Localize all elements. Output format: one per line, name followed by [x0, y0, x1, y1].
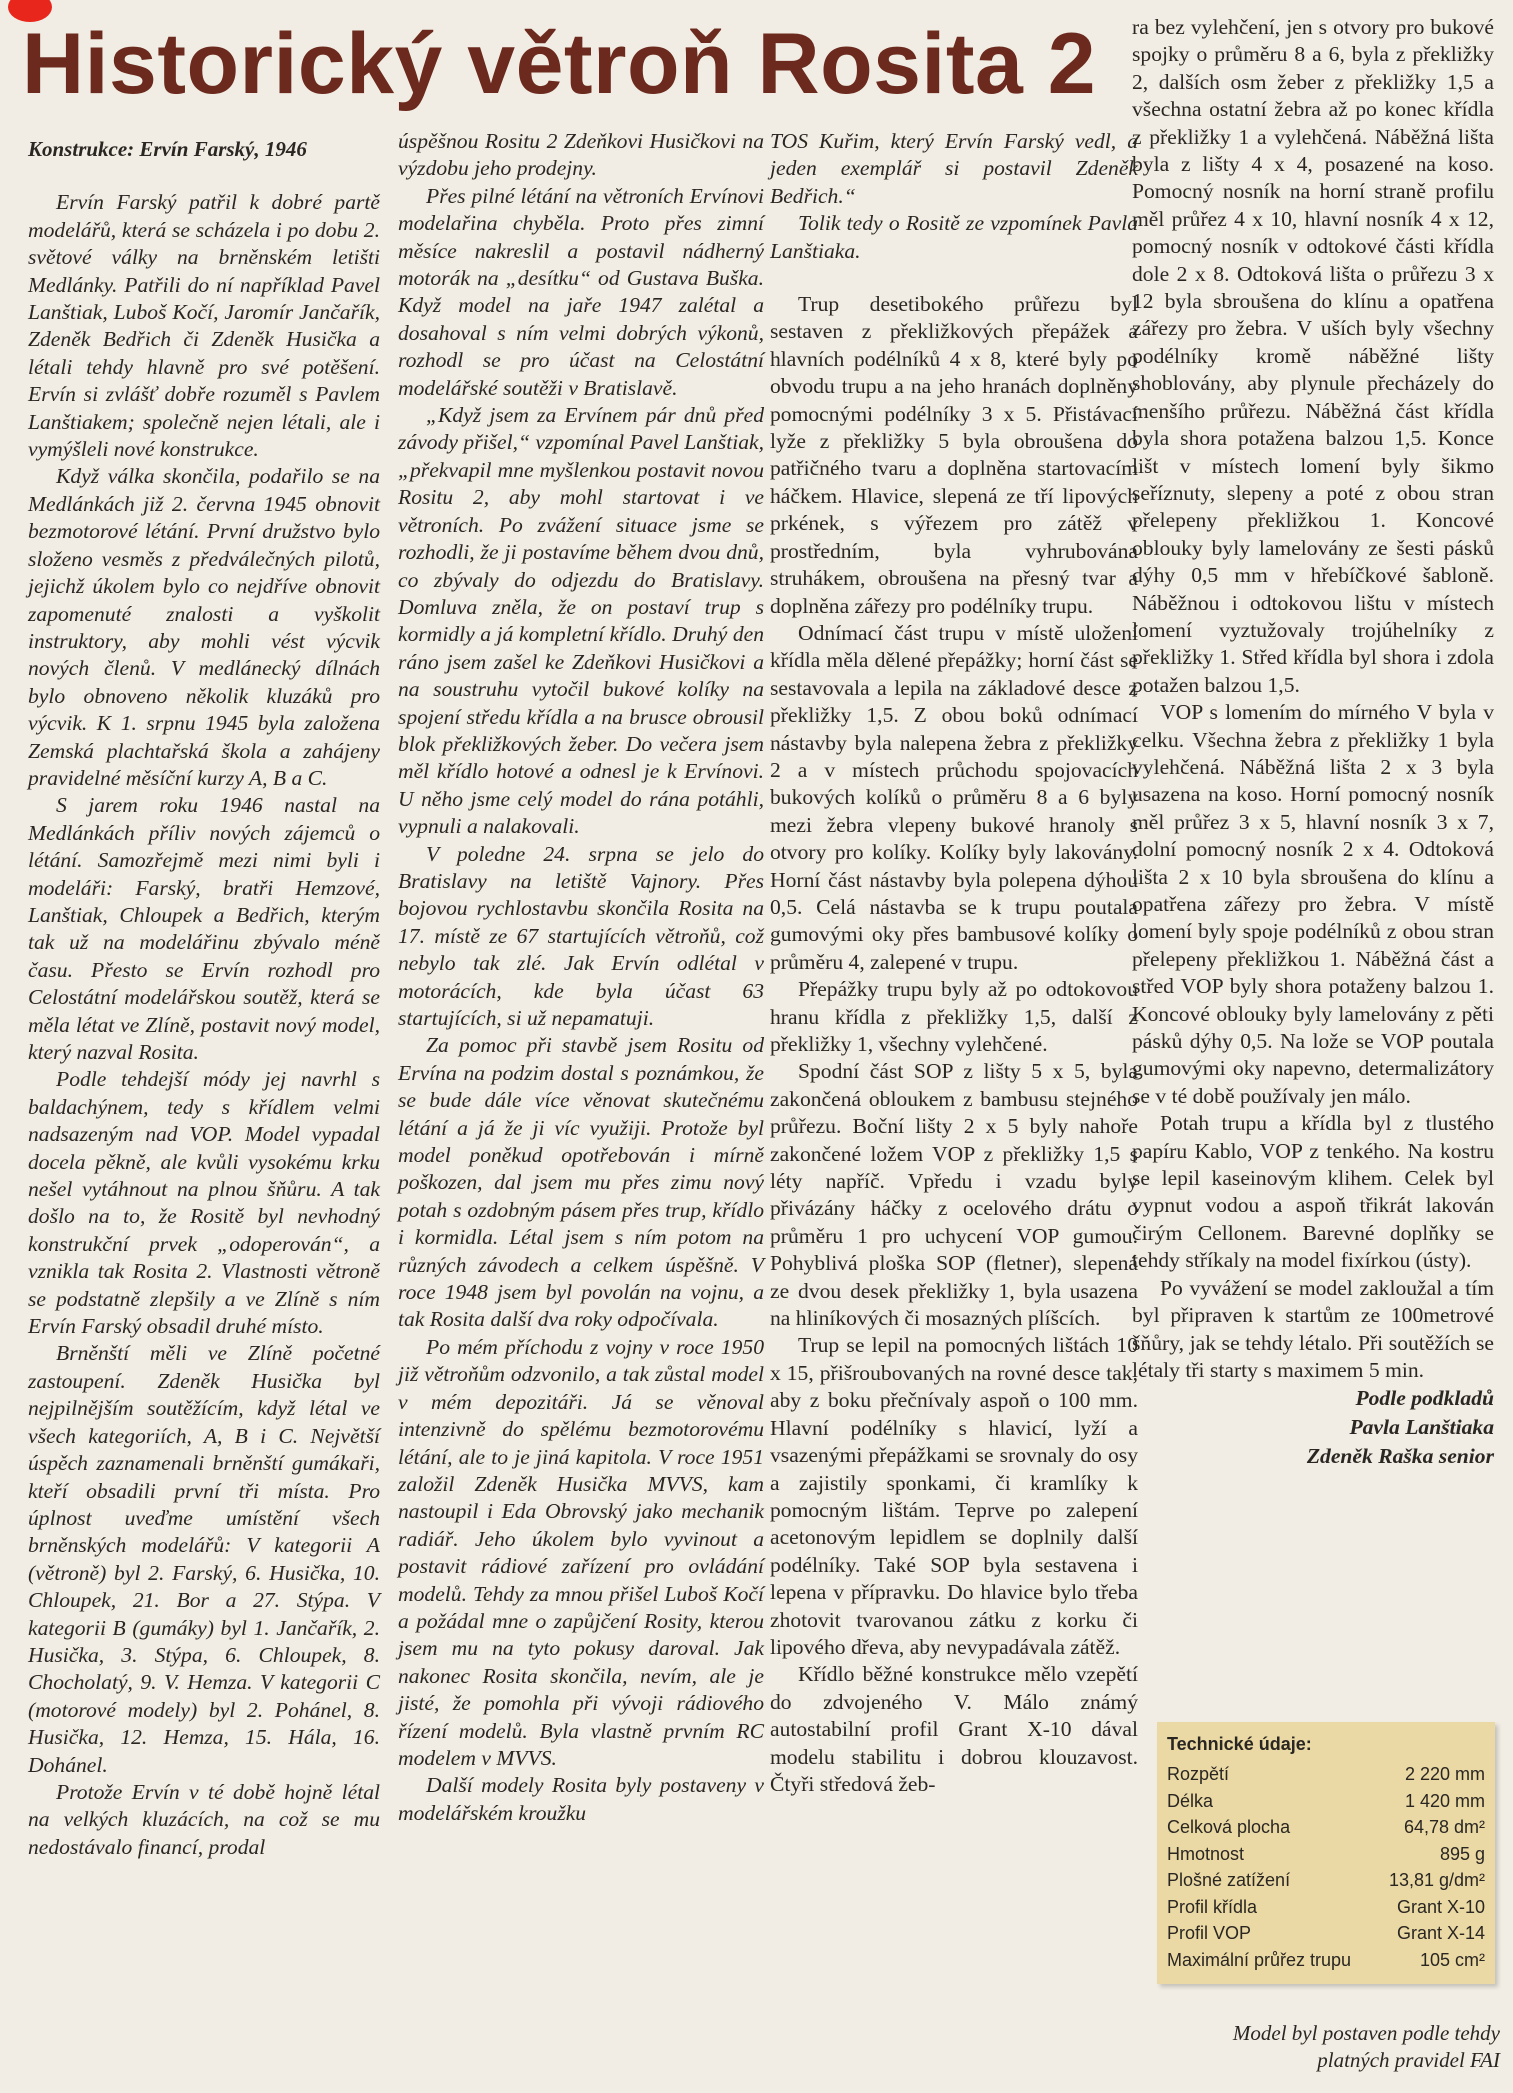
tech-row — [1167, 1788, 1485, 1815]
paragraph: Po mém příchodu z vojny v roce 1950 již větroňům odzvonilo, a tak zůstal model v mém depozitáři. Já se věnoval intenzivně do spělému bezmotorovému létání, ale to je jiná kapitola. V roce 1951 založil Zdeněk Husička MVVS, kam nastoupil i Eda Obrovský jako mechanik radiář. Jeho úkolem bylo vyvinout a postavit rádiové zařízení pro ovládání modelů. Tehdy za mnou přišel Luboš Kočí a požádal mne o zapůjčení Rosity, kterou jsem mu na tyto pokusy daroval. Jak nakonec Rosita skončila, nevím, ale je jisté, že pomohla při vývoji rádiového řízení modelů. Byla vlastně prvním RC modelem v MVVS. — [398, 1334, 764, 1770]
paragraph: S jarem roku 1946 nastal na Medlánkách příliv nových zájemců o létání. Samozřejmě mezi nimi byli i modeláři: Farský, bratři Hemzové, Lanštiak, Chloupek a Bedřich, kterým tak už na modelářinu zbývalo méně času. Přesto se Ervín rozhodl pro Celostátní modelářskou soutěž, která se měla létat ve Zlíně, postavit nový model, který nazval Rosita. — [28, 793, 380, 1064]
tech-row — [1167, 1841, 1485, 1868]
paragraph: Podle tehdejší módy jej navrhl s baldachýnem, tedy s křídlem velmi nadsazeným nad VOP. Model vypadal docela pěkně, ale kvůli vysokému krku nešel vytáhnout na plnou šňůru. A tak došlo na to, že Rositě byl nevhodný konstrukční prvek „odoperován“, a vznikla tak Rosita 2. Vlastnosti větroně se podstatně zlepšily a ve Zlíně s ním Ervín Farský obsadil druhé místo. — [28, 1067, 380, 1339]
tech-row — [1167, 1920, 1485, 1947]
paragraph: Křídlo běžné konstrukce mělo vzepětí do zdvojeného V. Málo známý autostabilní profil Grant X-10 dával modelu stabilitu i dobrou klouzavost. Čtyři středová žeb- — [770, 1662, 1138, 1796]
tech-value: 13,81 g/dm² — [1388, 1870, 1485, 1890]
signature-line: Zdeněk Raška senior — [1306, 1444, 1494, 1469]
tech-label: Profil VOP — [1167, 1923, 1252, 1943]
construction-credit: Konstrukce: Ervín Farský, 1946 — [28, 137, 307, 161]
tech-row — [1167, 1894, 1485, 1921]
paragraph: Ervín Farský patřil k dobré partě modelářů, která se scházela i po dobu 2. světové války na brněnském letišti Medlánky. Patřili do ní například Pavel Lanštiak, Luboš Kočí, Jaromír Jančařík, Zdeněk Bedřich či Zdeněk Husička a létali tehdy hlavně pro své potěšení. Ervín si zvlášť dobře rozuměl s Pavlem Lanštiakem; společně nejen létali, ale i vymýšleli nové konstrukce. — [28, 190, 380, 462]
paragraph: úspěšnou Rositu 2 Zdeňkovi Husičkovi na výzdobu jeho prodejny. — [398, 129, 764, 181]
tech-value: 895 g — [1439, 1843, 1485, 1864]
quote-ending — [770, 128, 1138, 265]
tech-value: Grant X-14 — [1396, 1923, 1485, 1943]
tech-label: Profil křídla — [1167, 1896, 1258, 1917]
tech-row — [1167, 1867, 1485, 1894]
footnote: Model byl postaven podle tehdy platných pravidel FAI — [1232, 2021, 1500, 2072]
paragraph: ra bez vylehčení, jen s otvory pro bukové spojky o průměru 8 a 6, byla z překližky 2, dalších osm žeber z překližky 1,5 a všechna ostatní žebra až po konec křídla z překližky 1 a vylehčená. Náběžná lišta byla z lišty 4 x 4, posazené na koso. Pomocný nosník na horní straně profilu měl průřez 4 x 10, hlavní nosník 4 x 12, pomocný nosník v odtokové části křídla dole 2 x 8. Odtoková lišta o průřezu 3 x 12 byla sbroušena do klínu a opatřena zářezy pro žebra. V uších byly všechny podélníky kromě náběžné lišty shoblovány, aby plynule přecházely do menšího průřezu. Náběžná část křídla byla shora potažena balzou 1,5. Konce lišt v místech lomení byly šikmo seříznuty, slepeny a poté z obou stran přelepeny překližkou 1. Koncové oblouky byly lamelovány ze šesti pásků dýhy 0,5 mm v hřebíčkové šabloně. Náběžnou i odtokovou lištu v místech lomení vyztužovaly trojúhelníky z překližky 1. Střed křídla byl shora i zdola potažen balzou 1,5. — [1132, 15, 1494, 697]
paragraph: Přes pilné létání na větroních Ervínovi modelařina chyběla. Proto přes zimní měsíce nakreslil a postavil nádherný motorák na „desítku“ od Gustava Buška. Když model na jaře 1947 zalétal a dosahoval s ním velmi dobrých výkonů, rozhodl se pro účast na Celostátní modelářské soutěži v Bratislavě. — [398, 183, 764, 400]
article-title: Historický větroň Rosita 2 — [22, 16, 1097, 112]
tech-value: Grant X-10 — [1396, 1896, 1485, 1917]
tech-label: Rozpětí — [1167, 1764, 1230, 1784]
tech-row — [1167, 1947, 1485, 1974]
tech-label: Plošné zatížení — [1167, 1870, 1291, 1890]
paragraph: Tolik tedy o Rositě ze vzpomínek Pavla Lanštiaka. — [770, 211, 1138, 263]
column-4 — [1132, 14, 1494, 1471]
paragraph: Trup se lepil na pomocných lištách 10 x 15, přišroubovaných na rovné desce tak, aby z boku přečnívaly aspoň o 100 mm. Hlavní podélníky s hlavicí, lyží a vsazenými přepážkami se srovnaly do osy a zajistily sponkami, či kramlíky k pomocným lištám. Teprve po zalepení acetonovým lepidlem se doplnily další podélníky. Také SOP byla sestavena i lepena v přípravku. Do hlavice bylo třeba zhotovit tvarovanou zátku z korku či lipového dřeva, aby nevypadávala zátěž. — [770, 1333, 1138, 1659]
tech-label: Délka — [1167, 1790, 1214, 1811]
tech-label: Celková plocha — [1167, 1817, 1291, 1837]
column-3 — [770, 128, 1138, 1798]
tech-row — [1167, 1814, 1485, 1841]
paragraph: Další modely Rosita byly postaveny v modelářském kroužku — [398, 1773, 764, 1825]
tech-value: 1 420 mm — [1404, 1790, 1485, 1811]
paragraph: Spodní část SOP z lišty 5 x 5, byla zakončená obloukem z bambusu stejného průřezu. Boční lišty 2 x 5 byly nahoře zakončené ložem VOP z překližky 1,5 s léty napříč. Vpředu i vzadu byly přivázány háčky z ocelového drátu o průměru 1 pro uchycení VOP gumou. Pohyblivá ploška SOP (fletner), slepená ze dvou desek překližky 1, byla usazena na hliníkových či mosazných plíšcích. — [770, 1059, 1138, 1331]
paragraph: VOP s lomením do mírného V byla v celku. Všechna žebra z překližky 1 byla vylehčená. Náběžná lišta 2 x 3 byla usazena na koso. Horní pomocný nosník měl průřez 3 x 5, hlavní nosník 3 x 7, dolní pomocný nosník 2 x 4. Odtoková lišta 2 x 10 byla sbroušena do klínu a opatřena zářezy pro žebra. V místě lomení byly spoje podélníků z obou stran přelepeny překližkou 1. Náběžná část a střed VOP byly shora potaženy balzou 1. Koncové oblouky byly lamelovány z pěti pásků dýhy 0,5. Na lože se VOP poutala gumovými oky napevno, determalizátory se v té době používaly jen málo. — [1132, 700, 1494, 1108]
signature-line: Podle podkladů — [1355, 1386, 1494, 1411]
paragraph: Za pomoc při stavbě jsem Rositu od Ervína na podzim dostal s poznámkou, že se bude dále více věnovat skutečnému létání a já že ji víc využiji. Protože byl model poněkud opotřebován i mírně poškozen, dal jsem mu přes zimu nový potah s ozdobným pásem přes trup, křídlo i kormidla. Létal jsem s ním potom na různých závodech a celkem úspěšně. V roce 1948 jsem byl povolán na vojnu, a tak Rosita další dva roky odpočívala. — [398, 1033, 764, 1332]
paragraph: Protože Ervín v té době hojně létal na velkých kluzácích, na což se mu nedostávalo financí, prodal — [28, 1779, 380, 1859]
paragraph: Potah trupu a křídla byl z tlustého papíru Kablo, VOP z tenkého. Na kostru se lepil kaseinovým klihem. Celek byl vypnut vodou a aspoň třikrát lakován čirým Cellonem. Barevné doplňky se tehdy stříkaly na model fixírkou (ústy). — [1132, 1111, 1494, 1273]
tech-row — [1167, 1761, 1485, 1788]
paragraph: TOS Kuřim, který Ervín Farský vedl, a jeden exemplář si postavil Zdeněk Bedřich.“ — [770, 129, 1138, 208]
paragraph: V poledne 24. srpna se jelo do Bratislavy na letiště Vajnory. Přes bojovou rychlostavbu skončila Rosita na 17. místě ze 67 startujících větroňů, což nebylo tak zlé. Jak Ervín odlétal v motorácích, kde byla účast 63 startujících, si už nepamatuji. — [398, 841, 764, 1030]
tech-label: Maximální průřez trupu — [1167, 1949, 1352, 1970]
tech-value: 105 cm² — [1419, 1949, 1485, 1970]
technical-data-box — [1157, 1722, 1495, 1984]
column-2 — [398, 128, 764, 1827]
paragraph: Odnímací část trupu v místě uložení křídla měla dělené přepážky; horní část se sestavovala a lepila na základové desce z překližky 1,5. Z obou boků odnímací nástavby byla nalepena žebra z překližky 2 a v místech průchodu spojovacích bukových kolíků o průměru 8 a 6 byly mezi žebra vlepeny bukové hranoly s otvory pro kolíky. Kolíky byly lakovány. Horní část nástavby byla polepena dýhou 0,5. Celá nástavba se k trupu poutala gumovými oky přes bambusové kolíky o průměru 4, zalepené v trupu. — [770, 620, 1138, 974]
paragraph: „Když jsem za Ervínem pár dnů před závody přišel,“ vzpomínal Pavel Lanštiak, „překvapil mne myšlenkou postavit novou Rositu 2, aby mohl startovat i ve větroních. Po zvážení situace jsme se rozhodli, že ji postavíme během dvou dnů, co zbývaly do odjezdu do Bratislavy. Domluva zněla, že on postaví trup s kormidly a já kompletní křídlo. Druhý den ráno jsem zašel ke Zdeňkovi Husičkovi a na soustruhu vytočil bukové kolíky na spojení středu křídla a na brusce obrousil blok překližkových žeber. Do večera jsem měl křídlo hotové a odnesl je k Ervínovi. U něho jsme celý model do rána potáhli, vypnuli a nalakovali. — [398, 403, 764, 839]
paragraph: Přepážky trupu byly až po odtokovou hranu křídla z překližky 1,5, další z překližky 1, všechny vylehčené. — [770, 977, 1138, 1056]
paragraph: Trup desetibokého průřezu byl sestaven z překližkových přepážek a hlavních podélníků 4 x 8, které byly po obvodu trupu a na jeho hranách doplněny pomocnými podélníky 3 x 5. Přistávací lyže z překližky 5 byla obroušena do patřičného tvaru a doplněna startovacím háčkem. Hlavice, slepená ze tří lipových prkének, s výřezem pro zátěž v prostředním, byla vyhrubována struhákem, obroušena na přesný tvar a doplněna zářezy pro podélníky trupu. — [770, 292, 1138, 618]
signature-line: Pavla Lanštiaka — [1349, 1415, 1494, 1440]
tech-value: 64,78 dm² — [1403, 1817, 1485, 1837]
paragraph: Když válka skončila, podařilo se na Medlánkách již 2. června 1945 obnovit bezmotorové létání. První družstvo bylo složeno vesměs z předválečných pilotů, jejichž úkolem bylo co nejdříve obnovit zapomenuté znalosti a vyškolit instruktory, aby mohli vést výcvik nových členů. V medlánecký dílnách bylo obnoveno několik kluzáků pro výcvik. K 1. srpnu 1945 byla založena Zemská plachtařská škola a zahájeny pravidelné měsíční kurzy A, B a C. — [28, 464, 380, 790]
column-1 — [28, 136, 380, 1861]
paragraph: Brněnští měli ve Zlíně početné zastoupení. Zdeněk Husička byl nejpilnějším soutěžícím, když létal ve všech kategoriích, A, B i C. Největší úspěch zaznamenali brněnští gumákaři, kteří obsadili první tři místa. Pro úplnost uveďme umístění všech brněnských modelářů: V kategorii A (větroně) byl 2. Farský, 6. Husička, 10. Chloupek, 21. Bor a 27. Stýpa. V kategorii B (gumáky) byl 1. Jančařík, 2. Husička, 3. Stýpa, 6. Chloupek, 8. Chocholatý, 9. V. Hemza. V kategorii C (motorové modely) byl 2. Pohánel, 8. Husička, 12. Hemza, 15. Hála, 16. Dohánel. — [28, 1341, 380, 1777]
paragraph: Po vyvážení se model zakloužal a tím byl připraven k startům ze 100metrové šňůry, jak se tehdy létalo. Při soutěžích se létaly tři starty s maximem 5 min. — [1132, 1275, 1494, 1382]
tech-title: Technické údaje: — [1167, 1734, 1312, 1754]
tech-label: Hmotnost — [1167, 1843, 1245, 1864]
tech-value: 2 220 mm — [1404, 1764, 1485, 1784]
